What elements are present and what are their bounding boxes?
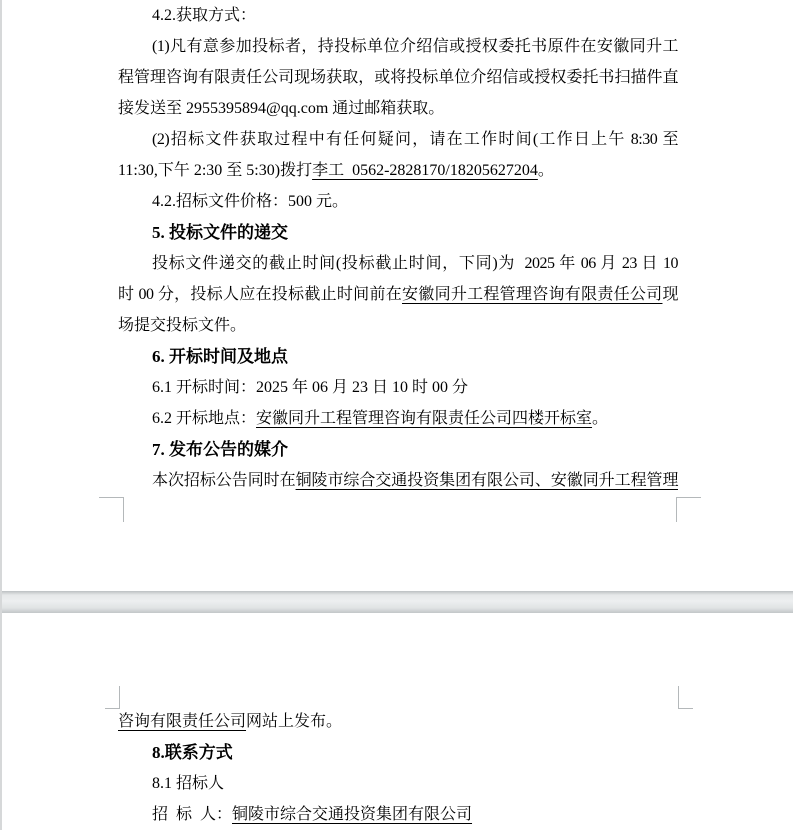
document-line[interactable] [118, 155, 678, 186]
document-line[interactable] [118, 768, 678, 799]
text-segment: 7. 发布公告的媒介 [152, 440, 288, 459]
text-segment: 网站上发布。 [246, 713, 343, 730]
document-line[interactable] [118, 706, 678, 737]
underlined-text: 安徽同升工程管理咨询有限责任公司四楼开标室 [256, 410, 593, 427]
text-segment: 场提交投标文件。 [118, 317, 247, 334]
text-segment: 6.2 开标地点： [152, 410, 257, 427]
text-segment: 5. 投标文件的递交 [152, 223, 288, 242]
document-line[interactable] [118, 799, 678, 830]
page-2-text-block [118, 706, 678, 830]
text-segment: 投标文件递交的截止时间(投标截止时间，下同)为 2025 年 06 月 23 日 10 [152, 255, 678, 272]
document-line[interactable] [118, 31, 678, 62]
text-segment: 4.2.获取方式： [152, 7, 257, 24]
page-2[interactable] [2, 613, 793, 830]
text-segment: 程管理咨询有限责任公司现场获取，或将投标单位介绍信或授权委托书扫描件直 [118, 69, 678, 86]
underlined-text: 铜陵市综合交通投资集团有限公司 [232, 806, 473, 823]
document-line[interactable] [118, 217, 678, 248]
text-segment: 11:30,下午 2:30 至 5:30)拨打 [118, 162, 313, 179]
text-segment: 本次招标公告同时在 [152, 472, 296, 489]
text-segment: (1)凡有意参加投标者，持投标单位介绍信或授权委托书原件在安徽同升工 [152, 38, 678, 55]
document-line[interactable] [118, 186, 678, 217]
app-edge [0, 0, 2, 830]
document-line[interactable] [118, 434, 678, 465]
text-segment: 6.1 开标时间：2025 年 06 月 23 日 10 时 00 分 [152, 379, 469, 396]
text-segment: 接发送至 2955395894@qq.com 通过邮箱获取。 [118, 100, 445, 117]
text-segment: 时 00 分，投标人应在投标截止时间前在 [118, 286, 403, 303]
underlined-text: 铜陵市综合交通投资集团有限公司、安徽同升工程管理 [295, 472, 678, 489]
document-line[interactable] [118, 279, 678, 310]
text-segment: 8.1 招标人 [152, 775, 225, 792]
margin-mark-bottom-left [99, 497, 124, 522]
document-line[interactable] [118, 248, 678, 279]
document-line[interactable] [118, 372, 678, 403]
margin-mark-top-right [678, 686, 693, 709]
page-1[interactable] [2, 0, 793, 591]
document-line[interactable] [118, 62, 678, 93]
underlined-text: 咨询有限责任公司 [118, 713, 247, 730]
underlined-text: 安徽同升工程管理咨询有限责任公司 [402, 286, 663, 303]
document-line[interactable] [118, 310, 678, 341]
document-line[interactable] [118, 737, 678, 768]
text-segment: 4.2.招标文件价格：500 元。 [152, 193, 349, 210]
document-line[interactable] [118, 403, 678, 434]
document-line[interactable] [118, 0, 678, 31]
text-segment: 。 [537, 162, 554, 179]
text-segment: 6. 开标时间及地点 [152, 347, 288, 366]
text-segment: 招 标 人： [152, 806, 233, 823]
page-separator [0, 591, 793, 613]
margin-mark-bottom-right [676, 497, 701, 522]
document-line[interactable] [118, 124, 678, 155]
underlined-text: 李工 0562-2828170/18205627204 [312, 162, 538, 179]
document-line[interactable] [118, 465, 678, 496]
page-1-text-block [118, 0, 678, 496]
text-segment: (2)招标文件获取过程中有任何疑问，请在工作时间(工作日上午 8:30 至 [152, 131, 678, 148]
document-line[interactable] [118, 93, 678, 124]
document-line[interactable] [118, 341, 678, 372]
text-segment: 现 [662, 286, 678, 303]
text-segment: 。 [592, 410, 609, 427]
text-segment: 8.联系方式 [152, 743, 233, 762]
